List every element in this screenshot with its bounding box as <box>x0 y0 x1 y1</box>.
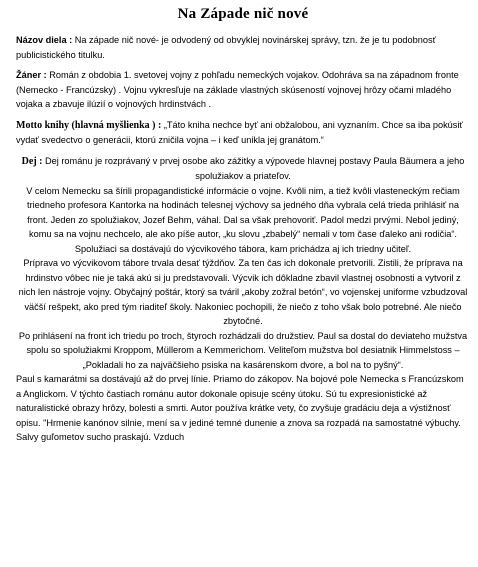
dej-intro-text: Dej románu je rozprávaný v prvej osobe ako zážitky a výpovede hlavnej postavy Paula Bäumera a jeho spolužiakov a priateľov. <box>42 155 465 181</box>
zaner-text: Román z obdobia 1. svetovej vojny z pohľadu nemeckých vojakov. Odohráva sa na západnom fronte (Nemecko - Francúzsky) . Vojnu vykresľuje na základe vlastných skúseností vojnovej hrôzy očami mladého vojaka a zbavuje ilúzií o vojnových hrdinstvách . <box>16 70 459 109</box>
motto-paragraph <box>16 118 470 148</box>
dej-paragraph-2: Príprava vo výcvikovom tábore trvala desať týždňov. Za ten čas ich dokonale pretvorili. Zistili, že príprava na hrdinstvo vôbec nie je taká akú si ju predstavovali. Výcvik ich dôkladne zbavil vlastnej osobnosti a vytvoril z nich len nástroje vojny. Obyčajný poštár, ktorý sa tváril „akoby zožral betón“, vo vojenskej uniforme vzbudzoval väčší rešpekt, ako pred tým riaditeľ školy. Nakoniec pochopili, že niečo z toho však bolo potrebné. Ale niečo zbytočné. <box>18 258 468 326</box>
document-title: Na Západe nič nové <box>177 6 309 22</box>
nazov-paragraph <box>16 33 470 62</box>
dej-paragraph-3: Po prihlásení na front ich triedu po troch, štyroch rozhádzali do družstiev. Paul sa dostal do deviateho mužstva spolu so spolužiakmi Kroppom, Müllerom a Kemmerichom. Veliteľom mužstva bol desiatnik Himmelstoss – „Pokladali ho za najväčšieho psiska na kasárenskom dvore, a bol na to pyšný“. <box>18 330 468 370</box>
motto-label: Motto knihy (hlavná myšlienka ) : <box>16 119 162 131</box>
motto-text: „Táto kniha nechce byť ani obžalobou, ani vyznaním. Chce sa iba pokúsiť vydať svedectvo o generácii, ktorú zničila vojna – i keď unikla jej granátom.“ <box>16 119 463 145</box>
nazov-text: Na západe nič nové- je odvodený od obvyklej novinárskej správy, tzn. že je tu podobnosť publicistického titulku. <box>16 35 437 60</box>
dej-label: Dej : <box>21 155 43 167</box>
zaner-label: Žáner : <box>16 70 47 80</box>
dej-intro-paragraph <box>16 154 470 184</box>
dej-paragraph-4: Paul s kamarátmi sa dostávajú až do prvej línie. Priamo do zákopov. Na bojové pole Nemecka s Francúzskom a Anglickom. V týchto častiach románu autor dokonale opisuje scény útoku. Sú tu expresionistické až naturalistické obrazy hrôzy, bolesti a smrti. Autor používa krátke vety, čo zvyšuje gradáciu deja a výstižnosť opisu. "Hrmenie kanónov silnie, mení sa v jediné temné dunenie a znova sa rozpadá na samostatné výbuchy. Salvy guľometov sucho praskajú. Vzduch <box>16 374 464 442</box>
dej-paragraph-1: V celom Nemecku sa šírili propagandistické informácie o vojne. Kvôli nim, a tiež kvôli vlasteneckým rečiam triedneho profesora Kantorka na hodinách telesnej výchovy sa jedného dňa vybrala celá trieda prihlásiť na front. Jeden zo spolužiakov, Jozef Behm, váhal. Dal sa však prehovoriť. Padol medzi prvými. Nebol jediný, komu sa na vojnu nechcelo, ale ako píše autor, „ku slovu „zbabelý“ nemali v tom čase ďaleko ani rodičia“. Spolužiaci sa dostávajú do výcvikového tábora, kam prichádza aj ich triedny učiteľ. <box>26 185 460 254</box>
nazov-label: Názov diela : <box>16 35 73 45</box>
zaner-paragraph <box>16 68 470 112</box>
